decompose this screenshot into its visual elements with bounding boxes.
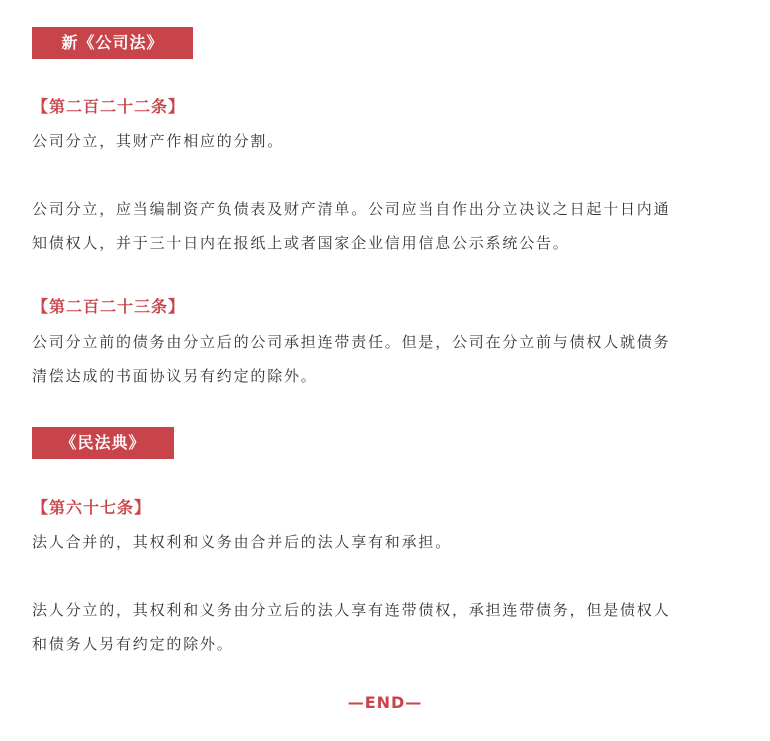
paragraph-223-1 [32,325,742,393]
paragraph-67-1 [32,525,742,559]
article-heading-222: 【第二百二十二条】 [32,97,186,116]
text-line: 公司分立，应当编制资产负债表及财产清单。公司应当自作出分立决议之日起十日内通 [32,200,671,218]
text-line: 法人合并的，其权利和义务由合并后的法人享有和承担。 [32,533,453,551]
section-banner-company-law: 新《公司法》 [32,27,193,59]
text-line: 清偿达成的书面协议另有约定的除外。 [32,367,318,385]
text-line: 和债务人另有约定的除外。 [32,635,234,653]
article-heading-67: 【第六十七条】 [32,498,152,517]
paragraph-222-2 [32,192,742,260]
text-line: 知债权人，并于三十日内在报纸上或者国家企业信用信息公示系统公告。 [32,234,570,252]
paragraph-222-1 [32,124,742,158]
end-mark: —END— [347,693,423,712]
article-heading-223: 【第二百二十三条】 [32,297,186,316]
text-line: 法人分立的，其权利和义务由分立后的法人享有连带债权，承担连带债务，但是债权人 [32,601,671,619]
text-line: 公司分立前的债务由分立后的公司承担连带责任。但是，公司在分立前与债权人就债务 [32,333,671,351]
text-line: 公司分立，其财产作相应的分割。 [32,132,285,150]
section-banner-civil-code: 《民法典》 [32,427,174,459]
paragraph-67-2 [32,593,742,661]
